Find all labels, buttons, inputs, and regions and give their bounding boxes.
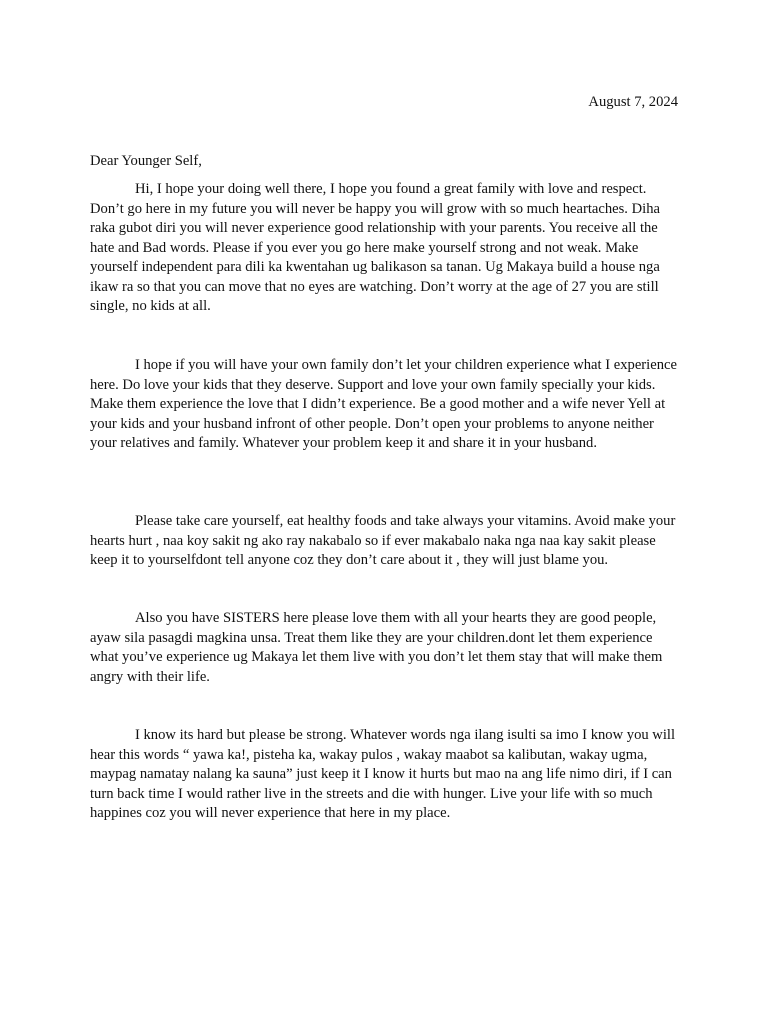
- paragraph-text: Hi, I hope your doing well there, I hope you found a great family with love and respect. Don’t go here in my future you will never be happy you will grow with so much heartaches. Diha raka gubot diri you will never experience good relationship with your parents. You receive all the hate and Bad words. Please if you ever you go here make yourself strong and not weak. Make yourself independent para dili ka kwentahan ug balikason sa tanan. Ug Makaya build a house nga ikaw ra so that you can move that no eyes are watching. Don’t worry at the age of 27 you are still single, no kids at all.: [90, 181, 660, 314]
- paragraph-text: Please take care yourself, eat healthy foods and take always your vitamins. Avoid make your hearts hurt , naa koy sakit ng ako ray nakabalo so if ever makabalo naka nga naa kay sakit please keep it to yourselfdont tell anyone coz they don’t care about it , they will just blame you.: [90, 513, 676, 568]
- paragraph-text: Also you have SISTERS here please love them with all your hearts they are good people, ayaw sila pasagdi magkina unsa. Treat them like they are your children.dont let them experience what you’ve experience ug Makaya let them live with you don’t let them stay that will make them angry with their life.: [90, 610, 663, 685]
- paragraph-text: I know its hard but please be strong. Whatever words nga ilang isulti sa imo I know you will hear this words “ yawa ka!, pisteha ka, wakay pulos , wakay maabot sa kalibutan, wakay ugma, maypag namatay nalang ka sauna” just keep it I know it hurts but mao na ang life nimo diri, if I can turn back time I would rather live in the streets and die with hunger. Live your life with so much happines coz you will never experience that here in my place.: [90, 727, 676, 821]
- paragraph-text: I hope if you will have your own family don’t let your children experience what I experience here. Do love your kids that they deserve. Support and love your own family specially your kids. Make them experience the love that I didn’t experience. Be a good mother and a wife never Yell at your kids and your husband infront of other people. Don’t open your problems to anyone neither your relatives and family. Whatever your problem keep it and share it in your husband.: [90, 357, 677, 451]
- letter-paragraph-3: [90, 512, 680, 571]
- letter-salutation: Dear Younger Self,: [90, 153, 202, 169]
- letter-paragraph-2: [90, 356, 680, 454]
- letter-paragraph-4: [90, 609, 680, 687]
- letter-date: August 7, 2024: [588, 94, 678, 110]
- letter-paragraph-5: [90, 726, 680, 824]
- letter-paragraph-1: [90, 180, 680, 317]
